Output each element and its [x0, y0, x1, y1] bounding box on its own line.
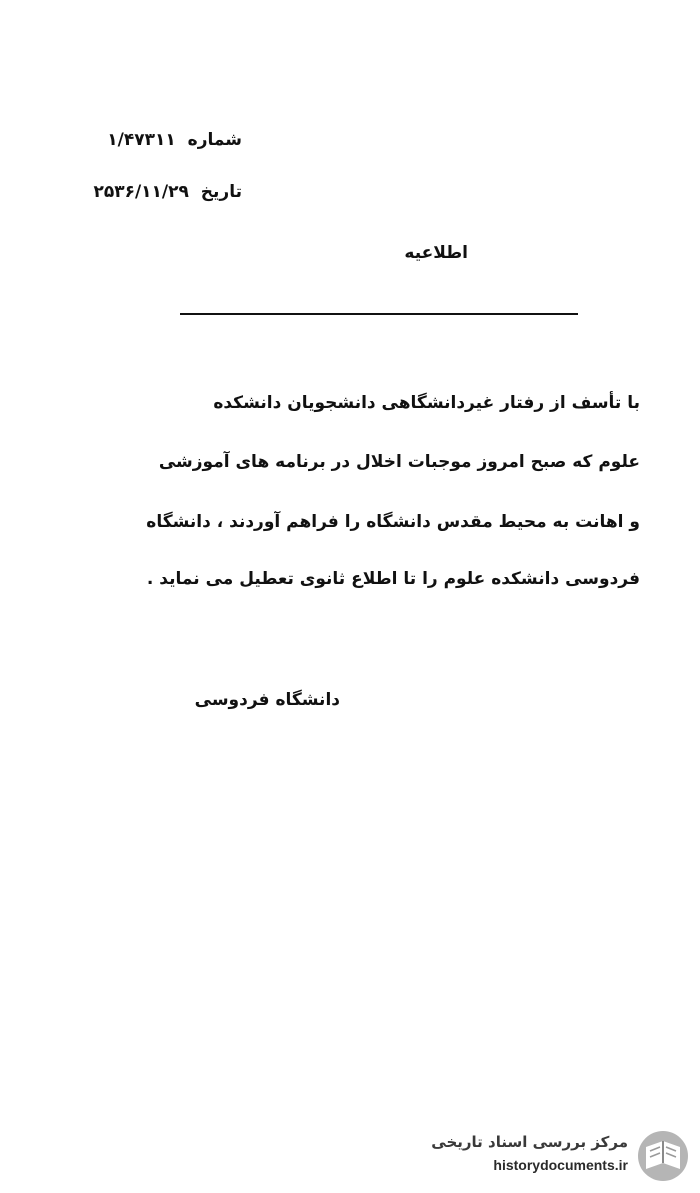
watermark-url: historydocuments.ir	[493, 1157, 628, 1173]
body-line-4: فردوسی دانشکده علوم را تا اطلاع ثانوی تعطیل می نماید .	[146, 569, 640, 589]
document-date-value: ۲۵۳۶/۱۱/۲۹	[93, 182, 189, 202]
document-date-label: تاریخ	[200, 182, 242, 202]
announcement-title: اطلاعیه	[404, 243, 468, 263]
body-line-2: علوم که صبح امروز موجبات اخلال در برنامه های آموزشی	[158, 452, 640, 472]
body-line-3: و اهانت به محیط مقدس دانشگاه را فراهم آوردند ، دانشگاه	[146, 512, 640, 532]
document-number-label: شماره	[187, 130, 242, 150]
title-underline	[180, 313, 578, 315]
archive-logo-icon	[636, 1129, 690, 1183]
watermark-title: مرکز بررسی اسناد تاریخی	[431, 1133, 628, 1151]
signature: دانشگاه فردوسی	[194, 690, 340, 710]
document-number	[107, 130, 242, 150]
document-date	[93, 182, 242, 202]
watermark	[408, 1129, 690, 1183]
document-number-value: ۱/۴۷۳۱۱	[107, 130, 176, 150]
body-line-1: با تأسف از رفتار غیردانشگاهی دانشجویان دانشکده	[213, 393, 640, 413]
